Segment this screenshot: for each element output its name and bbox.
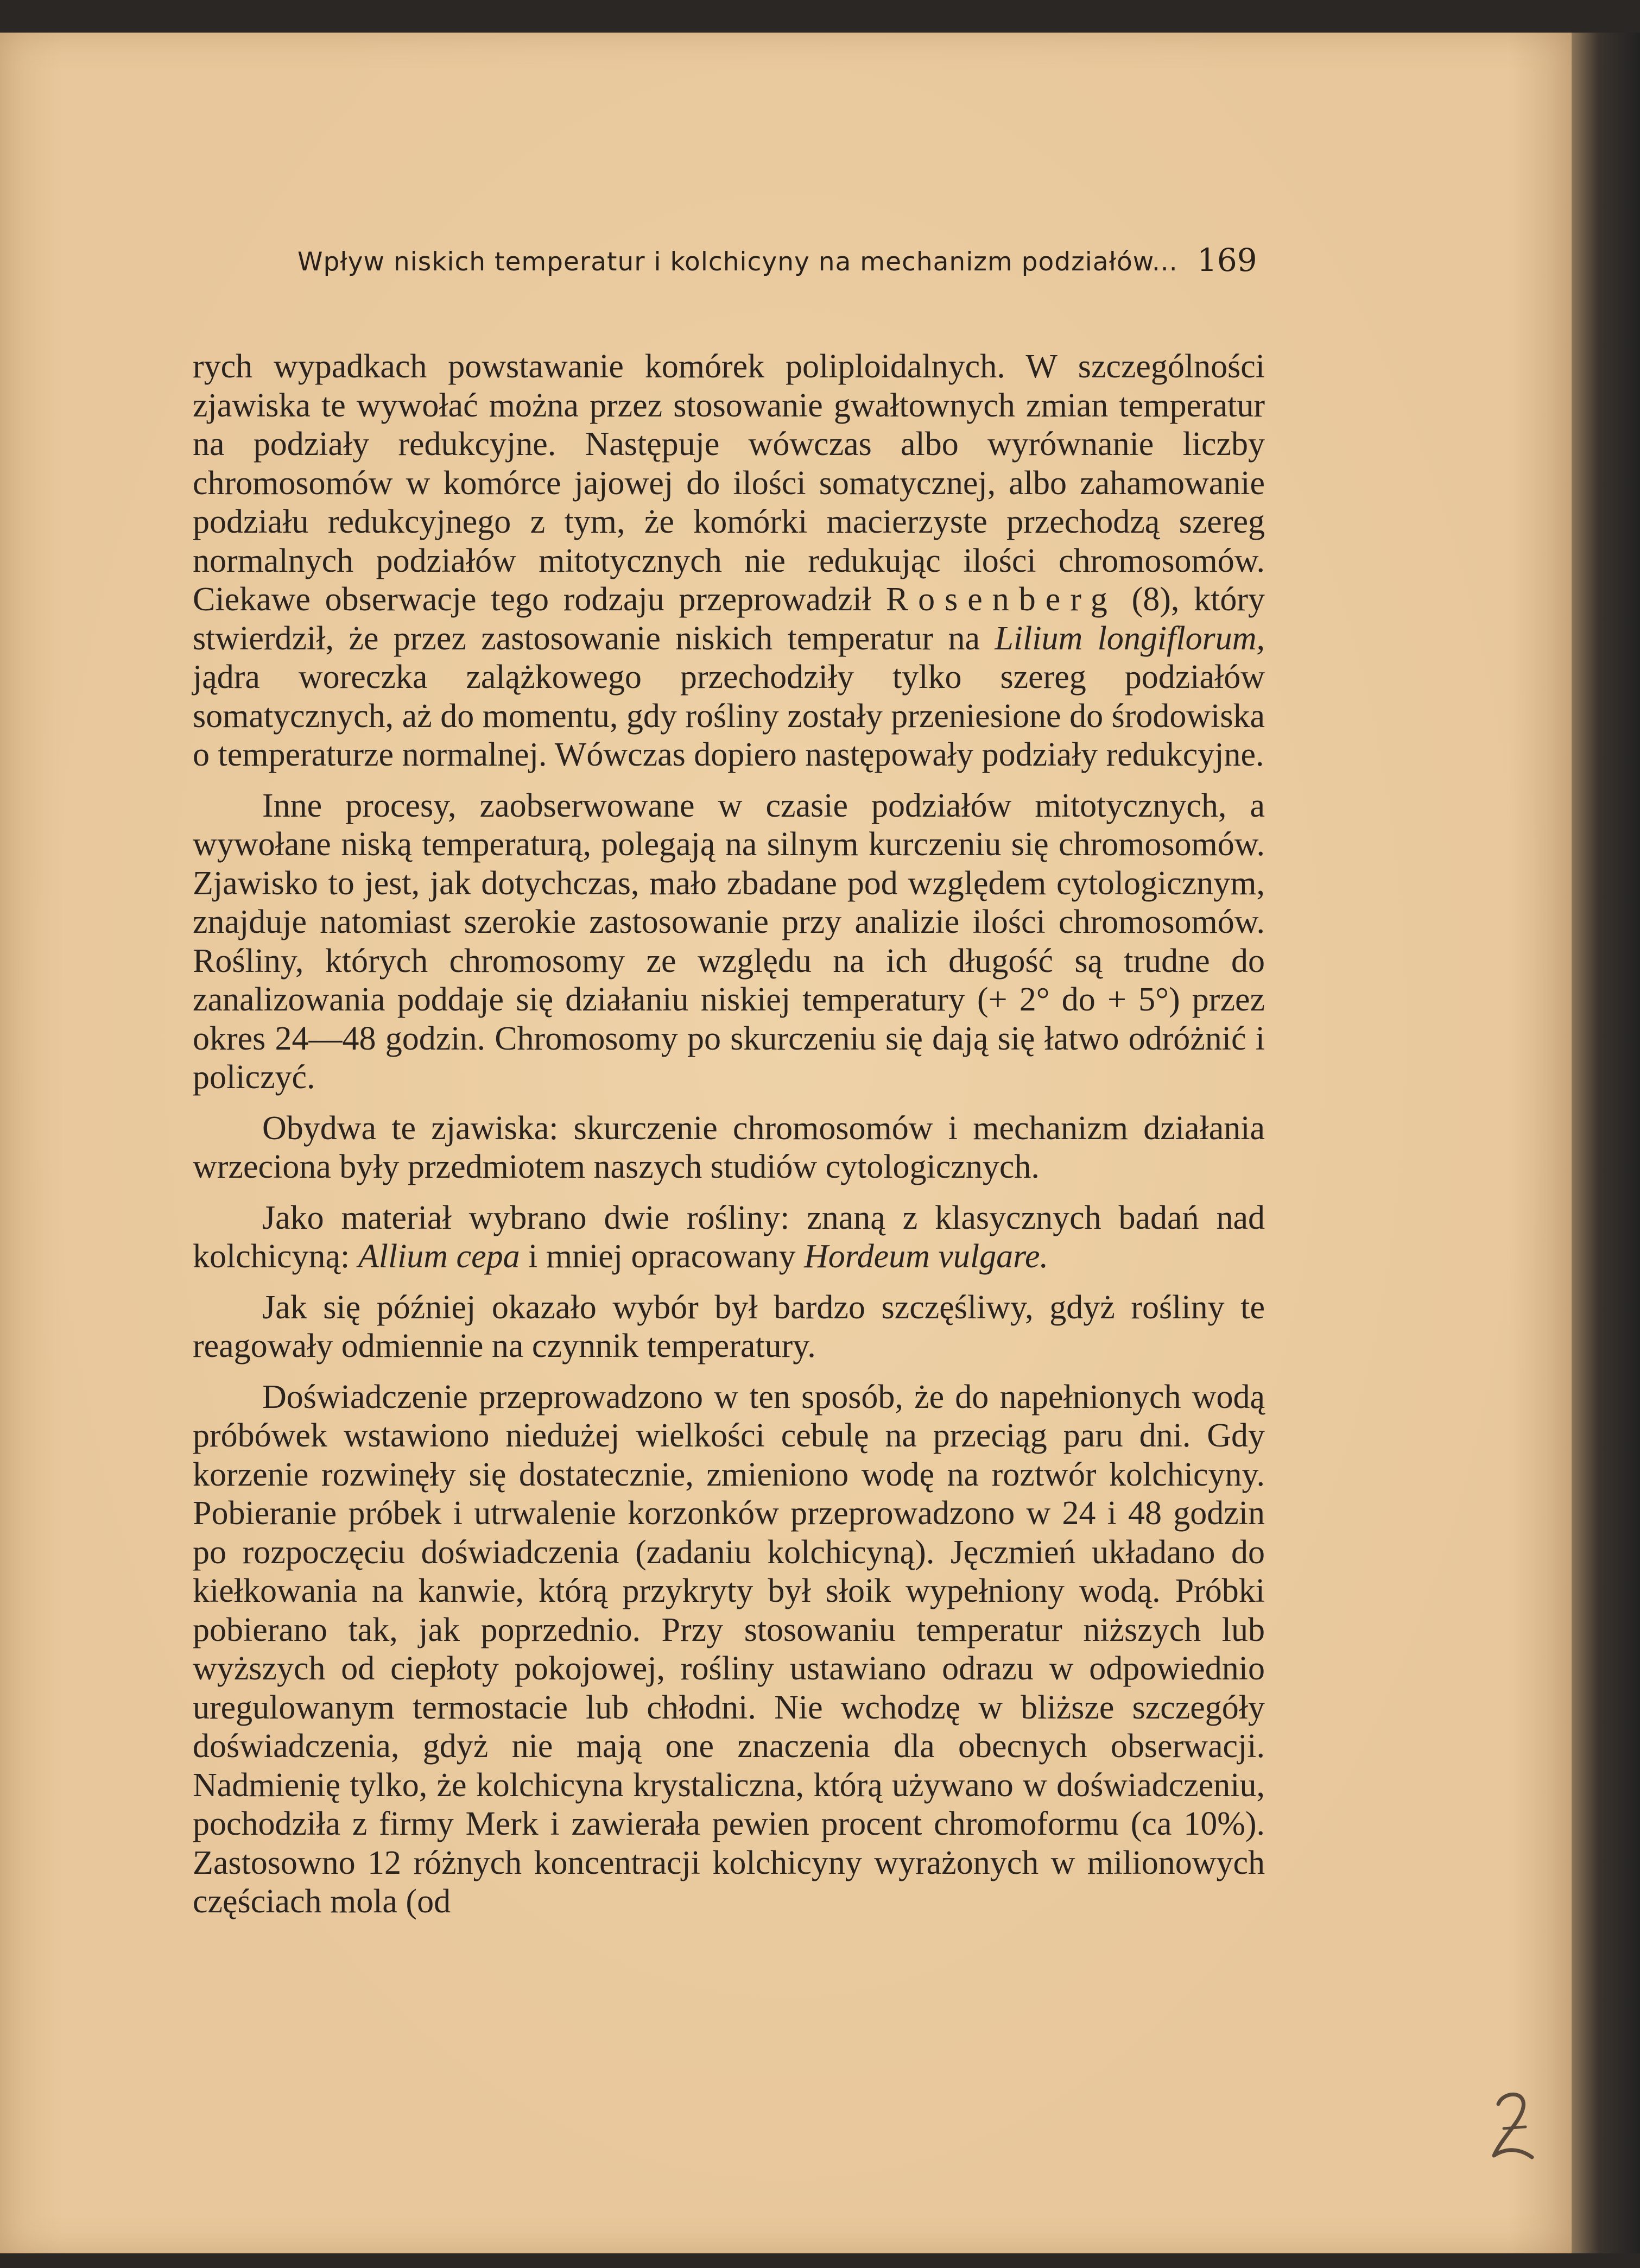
species-name-allium: Allium cepa — [358, 1238, 520, 1275]
species-name: Lilium longiflorum, — [995, 620, 1265, 657]
book-page — [0, 33, 1572, 2253]
paragraph-1 — [193, 348, 1265, 775]
handwritten-page-mark — [1487, 2088, 1536, 2164]
scan-background-edge — [1572, 33, 1640, 2253]
paragraph-3: Obydwa te zjawiska: skurczenie chromosomów i mechanizm działania wrzeciona były przedmiotem naszych studiów cytologicznych. — [193, 1109, 1265, 1185]
running-header: Wpływ niskich temperatur i kolchicyny na mechanizm podziałów... — [297, 247, 1178, 277]
paragraph-2: Inne procesy, zaobserwowane w czasie podziałów mitotycznych, a wywołane niską temperaturą, polegają na silnym kurczeniu się chromosomów. Zjawisko to jest, jak dotychczas, mało zbadane pod względem cytologicznym, znajduje natomiast szerokie zastosowanie przy analizie ilości chromosomów. Rośliny, których chromosomy ze względu na ich długość są trudne do zanalizowania poddaje się działaniu niskiej temperatury (+ 2° do + 5°) przez okres 24—48 godzin. Chromosomy po skurczeniu się dają się łatwo odróżnić i policzyć. — [193, 787, 1265, 1096]
paragraph-4-text-b: i mniej opracowany — [520, 1238, 805, 1275]
page-number: 169 — [1197, 242, 1257, 279]
author-name: Rosenberg — [885, 581, 1117, 618]
paragraph-1-text-b: (8), który stwierdził, że przez zastosowanie niskich temperatur na — [193, 581, 1265, 657]
species-name-hordeum: Hordeum vulgare. — [804, 1238, 1048, 1275]
paragraph-6: Doświadczenie przeprowadzono w ten sposób, że do napełnionych wodą próbówek wstawiono niedużej wielkości cebulę na przeciąg paru dni. Gdy korzenie rozwinęły się dostatecznie, zmieniono wodę na roztwór kolchicyny. Pobieranie próbek i utrwalenie korzonków przeprowadzono w 24 i 48 godzin po rozpoczęciu doświadczenia (zadaniu kolchicyną). Jęczmień układano do kiełkowania na kanwie, którą przykryty był słoik wypełniony wodą. Próbki pobierano tak, jak poprzednio. Przy stosowaniu temperatur niższych lub wyższych od ciepłoty pokojowej, rośliny ustawiano odrazu w odpowiednio uregulowanym termostacie lub chłodni. Nie wchodzę w bliższe szczegóły doświadczenia, gdyż nie mają one znaczenia dla obecnych obserwacji. Nadmienię tylko, że kolchicyna krystaliczna, którą używano w doświadczeniu, pochodziła z firmy Merk i zawierała pewien procent chromoformu (ca 10%). Zastosowno 12 różnych koncentracji kolchicyny wyrażonych w milionowych częściach mola (od — [193, 1378, 1265, 1920]
paragraph-4-text-a: Jako materiał wybrano dwie rośliny: znaną z klasycznych badań nad kolchicyną: — [193, 1199, 1265, 1275]
body-text — [193, 348, 1265, 1934]
paragraph-5: Jak się później okazało wybór był bardzo szczęśliwy, gdyż rośliny te reagowały odmiennie na czynnik temperatury. — [193, 1288, 1265, 1364]
paragraph-1-text-c: jądra woreczka zalążkowego przechodziły tylko szereg podziałów somatycznych, aż do momentu, gdy rośliny zostały przeniesione do środowiska o temperaturze normalnej. Wówczas dopiero następowały podziały redukcyjne. — [193, 659, 1265, 773]
paragraph-1-text-a: rych wypadkach powstawanie komórek poliploidalnych. W szczególności zjawiska te wywołać można przez stosowanie gwałtownych zmian temperatur na podziały redukcyjne. Następuje wówczas albo wyrównanie liczby chromosomów w komórce jajowej do ilości somatycznej, albo zahamowanie podziału redukcyjnego z tym, że komórki macierzyste przechodzą szereg normalnych podziałów mitotycznych nie redukując ilości chromosomów. Ciekawe obserwacje tego rodzaju przeprowadził — [193, 348, 1265, 618]
paragraph-4 — [193, 1199, 1265, 1277]
